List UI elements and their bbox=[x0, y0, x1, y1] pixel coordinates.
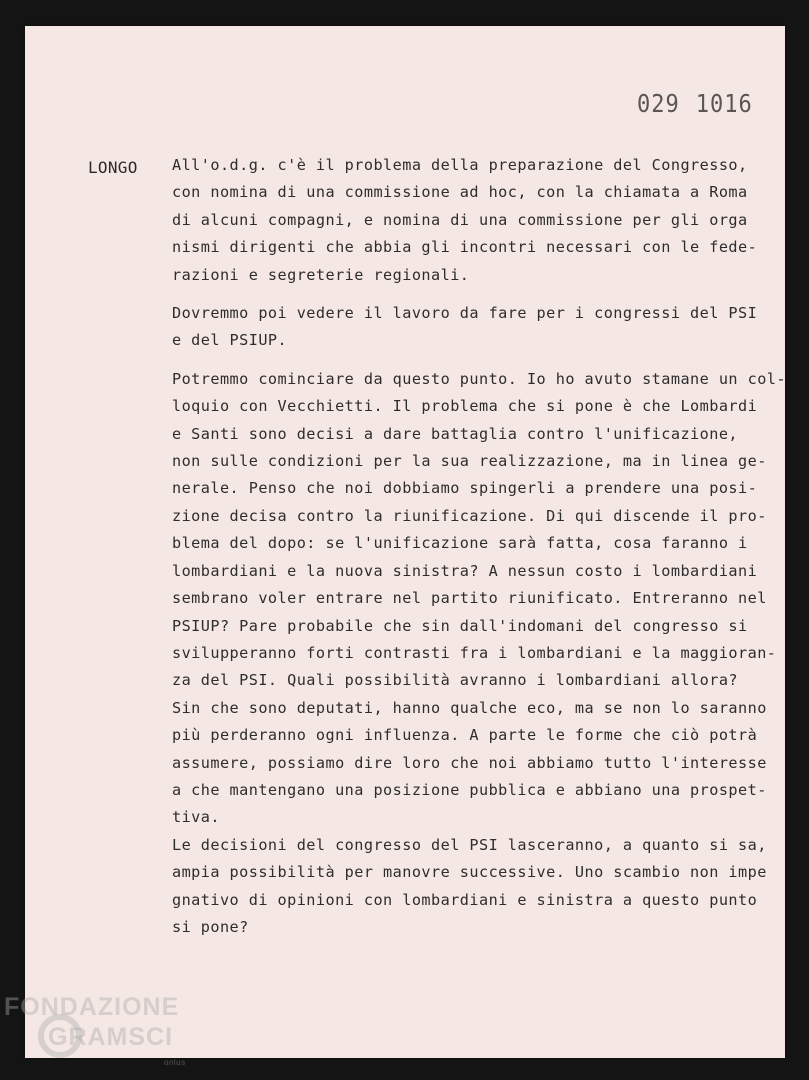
text-line: blema del dopo: se l'unificazione sarà fatta, cosa faranno i bbox=[172, 534, 748, 553]
text-line: loquio con Vecchietti. Il problema che si pone è che Lombardi bbox=[172, 397, 758, 416]
text-line: sembrano voler entrare nel partito riunificato. Entreranno nel bbox=[172, 589, 767, 608]
text-line: zione decisa contro la riunificazione. Di qui discende il pro- bbox=[172, 506, 767, 525]
archive-series-number: 029 bbox=[637, 90, 680, 119]
text-line: non sulle condizioni per la sua realizzazione, ma in linea ge- bbox=[172, 452, 767, 471]
text-line: Le decisioni del congresso del PSI lasceranno, a quanto si sa, bbox=[172, 835, 767, 854]
text-line: e del PSIUP. bbox=[172, 331, 288, 350]
foundation-watermark-logo bbox=[4, 992, 186, 1067]
text-line: assumere, possiamo dire loro che noi abbiamo tutto l'interesse bbox=[172, 753, 767, 772]
text-line: tiva. bbox=[172, 808, 220, 827]
text-line: za del PSI. Quali possibilità avranno i lombardiani allora? bbox=[172, 671, 739, 690]
text-line: razioni e segreterie regionali. bbox=[172, 265, 470, 284]
text-line: Dovremmo poi vedere il lavoro da fare per i congressi del PSI bbox=[172, 304, 758, 323]
watermark-line-3: onlus bbox=[164, 1058, 186, 1067]
text-line: svilupperanno forti contrasti fra i lombardiani e la maggioran- bbox=[172, 643, 777, 662]
watermark-line-2: GRAMSCI bbox=[48, 1023, 174, 1051]
text-line: gnativo di opinioni con lombardiani e sinistra a questo punto bbox=[172, 890, 758, 909]
text-line: Sin che sono deputati, hanno qualche eco, ma se non lo saranno bbox=[172, 698, 767, 717]
text-line: e Santi sono decisi a dare battaglia contro l'unificazione, bbox=[172, 424, 739, 443]
text-line: Potremmo cominciare da questo punto. Io ho avuto stamane un col- bbox=[172, 369, 786, 388]
paragraph-gap bbox=[172, 355, 772, 366]
text-line: più perderanno ogni influenza. A parte le forme che ciò potrà bbox=[172, 726, 758, 745]
text-line: di alcuni compagni, e nomina di una commissione per gli orga bbox=[172, 210, 748, 229]
minutes-text bbox=[172, 152, 786, 941]
text-line: con nomina di una commissione ad hoc, con la chiamata a Roma bbox=[172, 183, 748, 202]
text-line: All'o.d.g. c'è il problema della preparazione del Congresso, bbox=[172, 156, 748, 174]
archive-stamp bbox=[637, 90, 753, 119]
text-line: ampia possibilità per manovre successive. Uno scambio non impe bbox=[172, 863, 767, 882]
archive-page-number: 1016 bbox=[695, 90, 753, 119]
text-line: si pone? bbox=[172, 917, 249, 936]
paragraph-gap bbox=[172, 289, 772, 300]
text-line: PSIUP? Pare probabile che sin dall'indomani del congresso si bbox=[172, 616, 748, 635]
speaker-name: LONGO bbox=[88, 158, 138, 177]
text-line: lombardiani e la nuova sinistra? A nessun costo i lombardiani bbox=[172, 561, 758, 580]
gramsci-g-icon bbox=[38, 1014, 82, 1058]
text-line: nerale. Penso che noi dobbiamo spingerli a prendere una posi- bbox=[172, 479, 758, 498]
text-line: a che mantengano una posizione pubblica e abbiano una prospet- bbox=[172, 780, 767, 799]
text-line: nismi dirigenti che abbia gli incontri necessari con le fede- bbox=[172, 238, 758, 257]
watermark-line-1: FONDAZIONE bbox=[4, 993, 180, 1021]
